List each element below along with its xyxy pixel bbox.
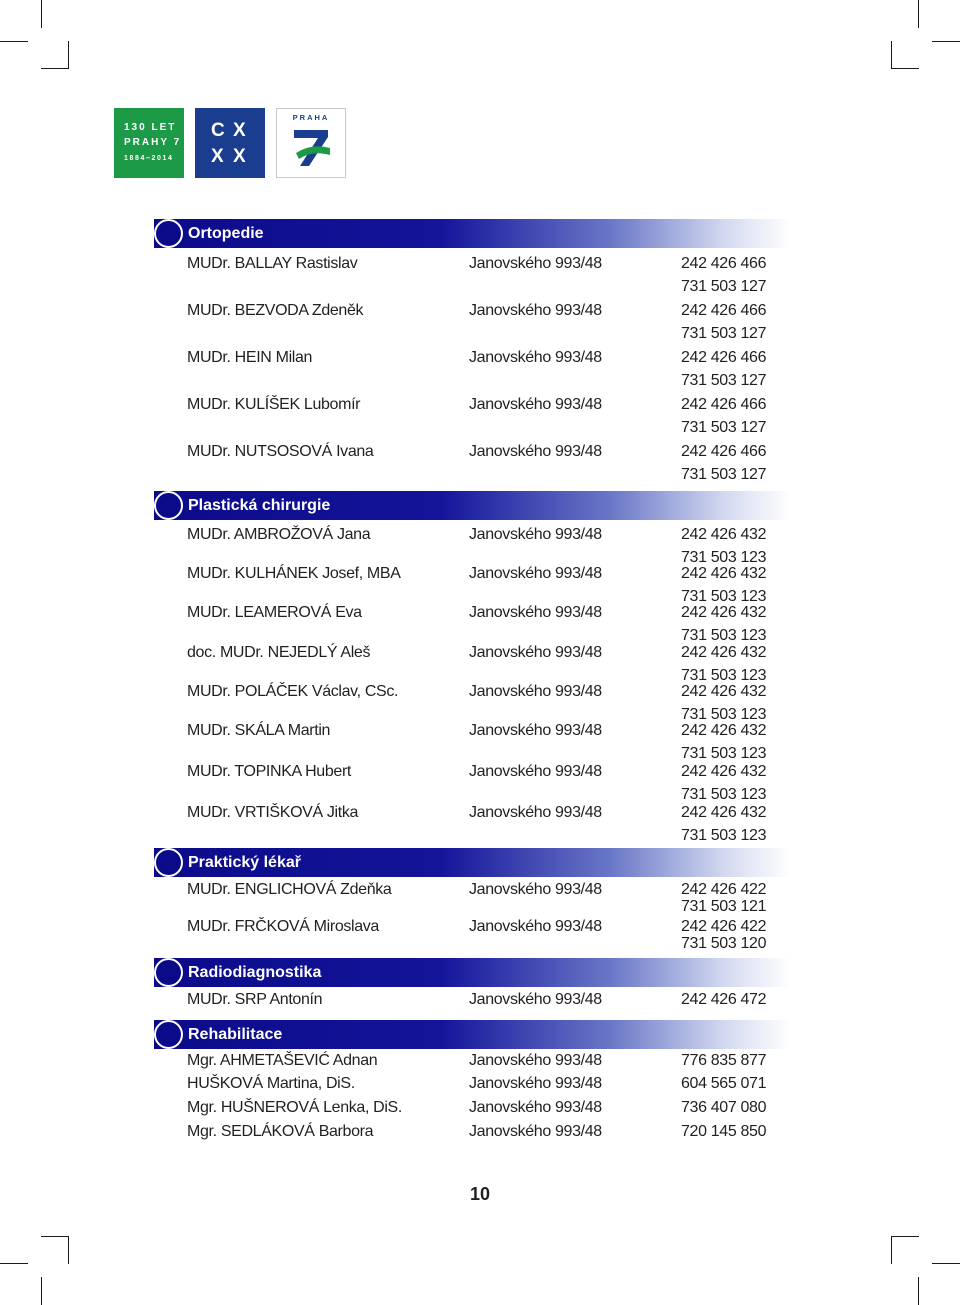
address: Janovského 993/48 [469,1075,602,1092]
address: Janovského 993/48 [469,565,602,582]
praha-seven-icon [277,109,345,177]
crop-mark [68,1236,69,1264]
address: Janovského 993/48 [469,991,602,1008]
logo-glyph: C [211,120,225,141]
crop-mark [41,68,69,69]
section-title: Rehabilitace [188,1026,283,1043]
phone-number: 242 426 422 [681,918,767,935]
phone-number: 242 426 466 [681,349,767,366]
doctor-name: MUDr. BEZVODA Zdeněk [187,302,364,319]
crop-mark [891,68,919,69]
phone-number: 731 503 120 [681,935,767,952]
doctor-name: Mgr. HUŠNEROVÁ Lenka, DiS. [187,1099,402,1116]
phone-number: 242 426 432 [681,604,767,621]
section-heading [154,958,790,987]
crop-mark [891,1236,892,1264]
address: Janovského 993/48 [469,881,602,898]
phone-number: 242 426 432 [681,526,767,543]
logo-line-2: PRAHY 7 [124,137,182,148]
address: Janovského 993/48 [469,1123,602,1140]
phone-number: 242 426 466 [681,255,767,272]
phone-number: 731 503 123 [681,549,767,566]
logo-word: PRAHA [292,113,330,122]
doctor-name: doc. MUDr. NEJEDLÝ Aleš [187,644,371,661]
phone-number: 242 426 432 [681,804,767,821]
crop-mark [68,41,69,69]
crop-mark [41,0,42,28]
address: Janovského 993/48 [469,1099,602,1116]
address: Janovského 993/48 [469,302,602,319]
logo-line-1: 130 LET [124,122,177,133]
phone-number: 242 426 422 [681,881,767,898]
phone-number: 242 426 432 [681,763,767,780]
crop-mark [0,1263,28,1264]
crop-mark [0,41,28,42]
doctor-name: MUDr. SKÁLA Martin [187,722,331,739]
address: Janovského 993/48 [469,443,602,460]
phone-number: 242 426 466 [681,396,767,413]
address: Janovského 993/48 [469,396,602,413]
phone-number: 242 426 432 [681,644,767,661]
address: Janovského 993/48 [469,1052,602,1069]
phone-number: 731 503 121 [681,898,767,915]
address: Janovského 993/48 [469,255,602,272]
phone-number: 731 503 123 [681,627,767,644]
address: Janovského 993/48 [469,683,602,700]
logo-glyph: X [211,146,224,167]
logo-line-3: 1884–2014 [124,155,174,162]
crop-mark [918,1277,919,1305]
doctor-name: MUDr. SRP Antonín [187,991,323,1008]
crop-mark [918,0,919,28]
doctor-name: MUDr. KULÍŠEK Lubomír [187,396,361,413]
section-title: Radiodiagnostika [188,964,322,981]
doctor-name: MUDr. ENGLICHOVÁ Zdeňka [187,881,392,898]
page-number: 10 [469,1184,491,1204]
phone-number: 242 426 466 [681,443,767,460]
phone-number: 731 503 123 [681,667,767,684]
phone-number: 731 503 123 [681,745,767,762]
phone-number: 731 503 127 [681,372,767,389]
doctor-name: MUDr. HEIN Milan [187,349,313,366]
phone-number: 776 835 877 [681,1052,767,1069]
crop-mark [41,1236,69,1237]
crop-mark [932,41,960,42]
phone-number: 604 565 071 [681,1075,767,1092]
crop-mark [891,1236,919,1237]
phone-number: 731 503 127 [681,466,767,483]
address: Janovského 993/48 [469,526,602,543]
crop-mark [891,41,892,69]
section-heading [154,1020,790,1049]
section-heading [154,848,790,877]
address: Janovského 993/48 [469,604,602,621]
phone-number: 731 503 123 [681,706,767,723]
doctor-name: Mgr. AHMETAŠEVIĆ Adnan [187,1052,378,1069]
doctor-name: MUDr. LEAMEROVÁ Eva [187,604,362,621]
cxxx-logo [195,108,265,178]
logo-glyph: X [233,146,246,167]
doctor-name: HUŠKOVÁ Martina, DiS. [187,1075,355,1092]
section-title: Praktický lékař [188,854,301,871]
crop-mark [41,1277,42,1305]
phone-number: 731 503 123 [681,786,767,803]
address: Janovského 993/48 [469,804,602,821]
doctor-name: Mgr. SEDLÁKOVÁ Barbora [187,1123,374,1140]
section-heading [154,491,790,520]
address: Janovského 993/48 [469,918,602,935]
phone-number: 242 426 432 [681,565,767,582]
doctor-name: MUDr. AMBROŽOVÁ Jana [187,526,371,543]
phone-number: 731 503 123 [681,588,767,605]
doctor-name: MUDr. VRTIŠKOVÁ Jitka [187,804,359,821]
doctor-name: MUDr. KULHÁNEK Josef, MBA [187,565,401,582]
phone-number: 242 426 466 [681,302,767,319]
phone-number: 720 145 850 [681,1123,767,1140]
phone-number: 736 407 080 [681,1099,767,1116]
address: Janovského 993/48 [469,644,602,661]
phone-number: 242 426 432 [681,722,767,739]
phone-number: 242 426 432 [681,683,767,700]
anniversary-logo [114,108,184,178]
phone-number: 242 426 472 [681,991,767,1008]
section-heading [154,219,790,248]
section-title: Ortopedie [188,225,264,242]
crop-mark [932,1263,960,1264]
phone-number: 731 503 123 [681,827,767,844]
section-title: Plastická chirurgie [188,497,331,514]
address: Janovského 993/48 [469,349,602,366]
address: Janovského 993/48 [469,763,602,780]
logo-glyph: X [233,120,246,141]
phone-number: 731 503 127 [681,325,767,342]
phone-number: 731 503 127 [681,278,767,295]
doctor-name: MUDr. TOPINKA Hubert [187,763,352,780]
doctor-name: MUDr. NUTSOSOVÁ Ivana [187,443,374,460]
address: Janovského 993/48 [469,722,602,739]
phone-number: 731 503 127 [681,419,767,436]
praha-7-logo [276,108,346,178]
doctor-name: MUDr. FRČKOVÁ Miroslava [187,918,379,935]
doctor-name: MUDr. BALLAY Rastislav [187,255,358,272]
doctor-name: MUDr. POLÁČEK Václav, CSc. [187,683,399,700]
